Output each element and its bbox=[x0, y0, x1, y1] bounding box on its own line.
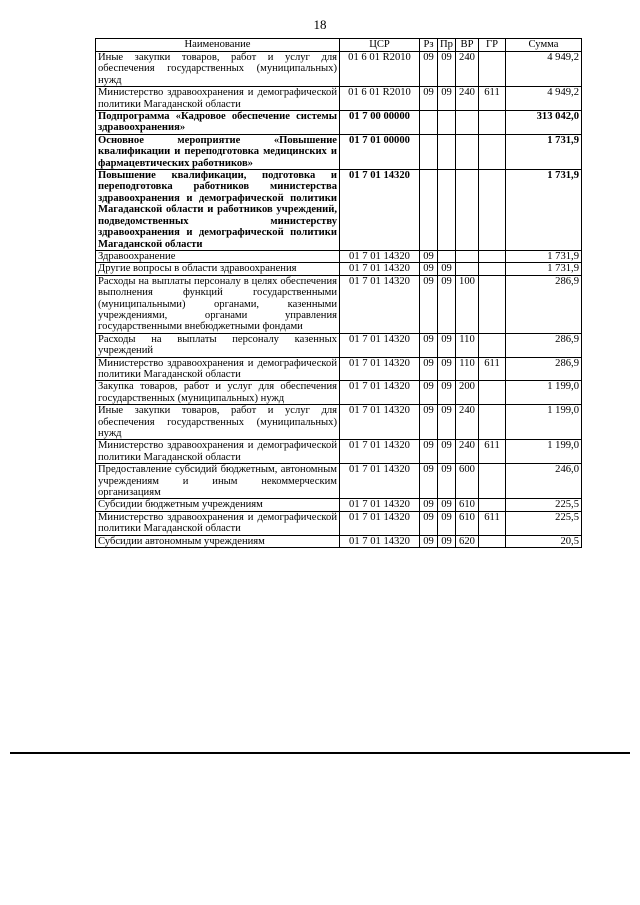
cell-sum: 1 199,0 bbox=[506, 405, 582, 440]
cell-rz: 09 bbox=[420, 52, 438, 87]
cell-vr: 240 bbox=[456, 52, 479, 87]
cell-rz: 09 bbox=[420, 263, 438, 275]
cell-name: Министерство здравоохранения и демографической политики Магаданской области bbox=[96, 357, 340, 381]
cell-sum: 246,0 bbox=[506, 464, 582, 499]
cell-sum: 4 949,2 bbox=[506, 87, 582, 111]
cell-csr: 01 7 01 14320 bbox=[340, 250, 420, 262]
cell-rz bbox=[420, 170, 438, 251]
cell-name: Министерство здравоохранения и демографической политики Магаданской области bbox=[96, 440, 340, 464]
cell-pr: 09 bbox=[438, 499, 456, 511]
cell-csr: 01 7 01 14320 bbox=[340, 535, 420, 547]
cell-pr: 09 bbox=[438, 275, 456, 333]
cell-gr: 611 bbox=[479, 511, 506, 535]
cell-gr bbox=[479, 499, 506, 511]
cell-sum: 286,9 bbox=[506, 333, 582, 357]
cell-vr: 610 bbox=[456, 511, 479, 535]
table-row bbox=[96, 535, 582, 547]
table-row bbox=[96, 405, 582, 440]
cell-name: Предоставление субсидий бюджетным, автономным учреждениям и иным некоммерческим организациям bbox=[96, 464, 340, 499]
table-row bbox=[96, 440, 582, 464]
cell-csr: 01 7 01 14320 bbox=[340, 499, 420, 511]
cell-rz: 09 bbox=[420, 250, 438, 262]
cell-gr bbox=[479, 250, 506, 262]
cell-gr bbox=[479, 381, 506, 405]
cell-csr: 01 7 01 14320 bbox=[340, 170, 420, 251]
cell-pr: 09 bbox=[438, 333, 456, 357]
header-sum: Сумма bbox=[506, 39, 582, 52]
cell-rz: 09 bbox=[420, 357, 438, 381]
cell-name: Министерство здравоохранения и демографической политики Магаданской области bbox=[96, 511, 340, 535]
cell-sum: 1 731,9 bbox=[506, 170, 582, 251]
footer-rule bbox=[10, 752, 630, 754]
cell-pr bbox=[438, 250, 456, 262]
cell-vr bbox=[456, 263, 479, 275]
page-number: 18 bbox=[313, 17, 327, 32]
cell-rz: 09 bbox=[420, 381, 438, 405]
cell-vr: 620 bbox=[456, 535, 479, 547]
cell-pr: 09 bbox=[438, 263, 456, 275]
cell-vr: 600 bbox=[456, 464, 479, 499]
table-row bbox=[96, 464, 582, 499]
cell-name: Основное мероприятие «Повышение квалификации и переподготовка медицинских и фармацевтических работников» bbox=[96, 134, 340, 169]
cell-csr: 01 7 01 14320 bbox=[340, 275, 420, 333]
cell-csr: 01 7 01 14320 bbox=[340, 263, 420, 275]
table-row bbox=[96, 250, 582, 262]
cell-rz: 09 bbox=[420, 275, 438, 333]
cell-rz: 09 bbox=[420, 440, 438, 464]
cell-name: Субсидии бюджетным учреждениям bbox=[96, 499, 340, 511]
table-row bbox=[96, 381, 582, 405]
cell-vr: 200 bbox=[456, 381, 479, 405]
table-row bbox=[96, 357, 582, 381]
header-csr: ЦСР bbox=[340, 39, 420, 52]
cell-name: Субсидии автономным учреждениям bbox=[96, 535, 340, 547]
cell-csr: 01 7 01 14320 bbox=[340, 440, 420, 464]
cell-sum: 1 731,9 bbox=[506, 263, 582, 275]
cell-sum: 1 731,9 bbox=[506, 134, 582, 169]
cell-name: Иные закупки товаров, работ и услуг для обеспечения государственных (муниципальных) нужд bbox=[96, 405, 340, 440]
cell-name: Подпрограмма «Кадровое обеспечение системы здравоохранения» bbox=[96, 111, 340, 135]
cell-vr bbox=[456, 134, 479, 169]
cell-vr: 240 bbox=[456, 87, 479, 111]
header-pr: Пр bbox=[438, 39, 456, 52]
cell-gr bbox=[479, 263, 506, 275]
cell-pr: 09 bbox=[438, 405, 456, 440]
cell-vr: 240 bbox=[456, 405, 479, 440]
cell-sum: 20,5 bbox=[506, 535, 582, 547]
cell-gr: 611 bbox=[479, 440, 506, 464]
cell-name: Здравоохранение bbox=[96, 250, 340, 262]
cell-name: Закупка товаров, работ и услуг для обеспечения государственных (муниципальных) нужд bbox=[96, 381, 340, 405]
cell-sum: 1 199,0 bbox=[506, 440, 582, 464]
cell-gr bbox=[479, 333, 506, 357]
cell-csr: 01 7 00 00000 bbox=[340, 111, 420, 135]
cell-csr: 01 6 01 R2010 bbox=[340, 52, 420, 87]
cell-name: Повышение квалификации, подготовка и переподготовка работников министерства здравоохранения и демографической политики Магаданской области и работников учреждений, подведомственных министерству здравоохранения и демографической политики Магаданской области bbox=[96, 170, 340, 251]
cell-pr: 09 bbox=[438, 87, 456, 111]
cell-sum: 313 042,0 bbox=[506, 111, 582, 135]
cell-csr: 01 6 01 R2010 bbox=[340, 87, 420, 111]
table-row bbox=[96, 134, 582, 169]
cell-vr: 110 bbox=[456, 333, 479, 357]
cell-csr: 01 7 01 14320 bbox=[340, 357, 420, 381]
cell-sum: 286,9 bbox=[506, 275, 582, 333]
table-row bbox=[96, 263, 582, 275]
cell-csr: 01 7 01 14320 bbox=[340, 333, 420, 357]
header-vr: ВР bbox=[456, 39, 479, 52]
cell-pr bbox=[438, 134, 456, 169]
header-gr: ГР bbox=[479, 39, 506, 52]
cell-name: Иные закупки товаров, работ и услуг для обеспечения государственных (муниципальных) нужд bbox=[96, 52, 340, 87]
cell-sum: 225,5 bbox=[506, 499, 582, 511]
cell-gr bbox=[479, 405, 506, 440]
cell-pr: 09 bbox=[438, 535, 456, 547]
table-row bbox=[96, 52, 582, 87]
cell-gr bbox=[479, 464, 506, 499]
cell-vr: 610 bbox=[456, 499, 479, 511]
cell-pr: 09 bbox=[438, 511, 456, 535]
cell-gr: 611 bbox=[479, 357, 506, 381]
table-row bbox=[96, 87, 582, 111]
cell-gr bbox=[479, 134, 506, 169]
cell-pr: 09 bbox=[438, 464, 456, 499]
cell-pr: 09 bbox=[438, 381, 456, 405]
cell-rz: 09 bbox=[420, 499, 438, 511]
table-row bbox=[96, 511, 582, 535]
cell-sum: 286,9 bbox=[506, 357, 582, 381]
cell-sum: 225,5 bbox=[506, 511, 582, 535]
cell-vr: 110 bbox=[456, 357, 479, 381]
cell-gr: 611 bbox=[479, 87, 506, 111]
cell-rz: 09 bbox=[420, 464, 438, 499]
table-row bbox=[96, 170, 582, 251]
cell-gr bbox=[479, 52, 506, 87]
cell-vr: 100 bbox=[456, 275, 479, 333]
cell-name: Министерство здравоохранения и демографической политики Магаданской области bbox=[96, 87, 340, 111]
header-name: Наименование bbox=[96, 39, 340, 52]
cell-pr: 09 bbox=[438, 52, 456, 87]
cell-csr: 01 7 01 14320 bbox=[340, 381, 420, 405]
cell-sum: 1 731,9 bbox=[506, 250, 582, 262]
cell-name: Расходы на выплаты персоналу казенных учреждений bbox=[96, 333, 340, 357]
cell-rz: 09 bbox=[420, 535, 438, 547]
cell-csr: 01 7 01 14320 bbox=[340, 464, 420, 499]
table-row bbox=[96, 111, 582, 135]
cell-csr: 01 7 01 00000 bbox=[340, 134, 420, 169]
cell-vr bbox=[456, 250, 479, 262]
table-body bbox=[96, 52, 582, 548]
table-row bbox=[96, 275, 582, 333]
cell-csr: 01 7 01 14320 bbox=[340, 405, 420, 440]
cell-name: Расходы на выплаты персоналу в целях обеспечения выполнения функций государственными (муниципальными) органами, казенными учреждениями, органами управления государственными внебюджетными фондами bbox=[96, 275, 340, 333]
cell-csr: 01 7 01 14320 bbox=[340, 511, 420, 535]
budget-table bbox=[95, 38, 582, 548]
cell-gr bbox=[479, 170, 506, 251]
cell-pr: 09 bbox=[438, 440, 456, 464]
cell-rz bbox=[420, 134, 438, 169]
cell-vr: 240 bbox=[456, 440, 479, 464]
cell-rz: 09 bbox=[420, 405, 438, 440]
table-header-row bbox=[96, 39, 582, 52]
table-row bbox=[96, 499, 582, 511]
cell-rz: 09 bbox=[420, 87, 438, 111]
cell-vr bbox=[456, 170, 479, 251]
cell-gr bbox=[479, 535, 506, 547]
cell-rz: 09 bbox=[420, 511, 438, 535]
cell-gr bbox=[479, 275, 506, 333]
cell-rz: 09 bbox=[420, 333, 438, 357]
cell-gr bbox=[479, 111, 506, 135]
header-rz: Рз bbox=[420, 39, 438, 52]
cell-vr bbox=[456, 111, 479, 135]
table-row bbox=[96, 333, 582, 357]
cell-sum: 1 199,0 bbox=[506, 381, 582, 405]
cell-sum: 4 949,2 bbox=[506, 52, 582, 87]
cell-pr bbox=[438, 170, 456, 251]
cell-rz bbox=[420, 111, 438, 135]
cell-pr: 09 bbox=[438, 357, 456, 381]
cell-pr bbox=[438, 111, 456, 135]
cell-name: Другие вопросы в области здравоохранения bbox=[96, 263, 340, 275]
